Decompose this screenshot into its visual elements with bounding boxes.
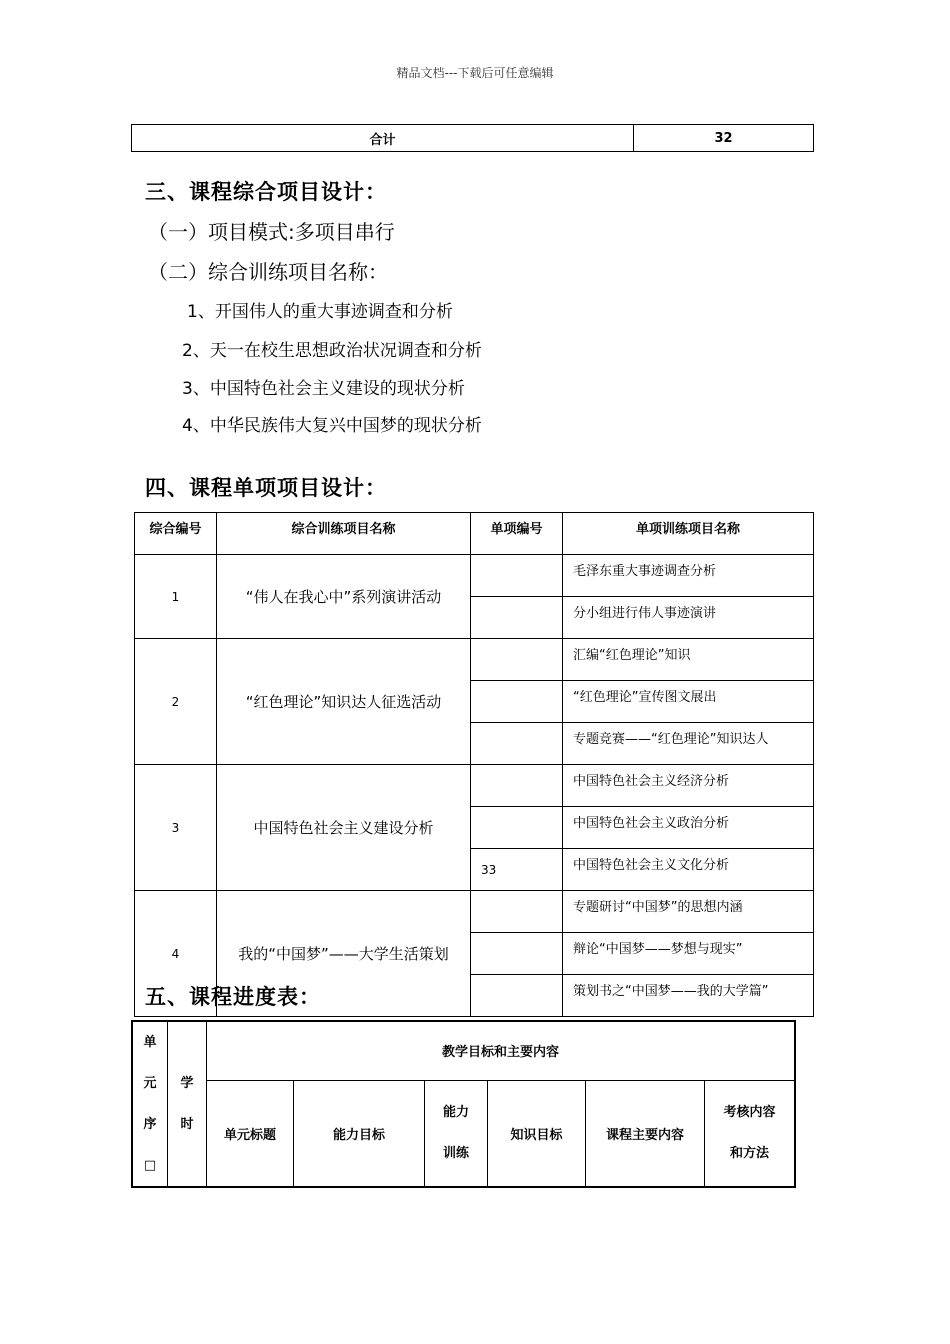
sub-name: “红色理论”宣传图文展出 [563, 681, 814, 723]
group-num: 2 [135, 639, 217, 765]
project-names-title: （二）综合训练项目名称： [148, 260, 388, 284]
col-hours: 学时 [168, 1021, 207, 1187]
group-name: 中国特色社会主义建设分析 [217, 765, 471, 891]
group-name: 我的“中国梦”——大学生活策划 [217, 891, 471, 1017]
group-num: 3 [135, 765, 217, 891]
sub-code [471, 807, 563, 849]
group-num: 4 [135, 891, 217, 1017]
sub-name: 策划书之“中国梦——我的大学篇” [563, 975, 814, 1017]
sub-name: 专题研讨“中国梦”的思想内涵 [563, 891, 814, 933]
project-mode: （一）项目模式:多项目串行 [148, 220, 395, 244]
group-header: 教学目标和主要内容 [207, 1021, 796, 1080]
total-value: 32 [634, 125, 814, 152]
col-header: 单项编号 [471, 513, 563, 555]
col-unit-seq: 单元序□ [132, 1021, 168, 1187]
project-item-2: 2、天一在校生思想政治状况调查和分析 [182, 341, 482, 361]
sub-name: 分小组进行伟人事迹演讲 [563, 597, 814, 639]
page-header: 精品文档---下载后可任意编辑 [396, 66, 554, 80]
table-row [135, 765, 814, 807]
table-row [135, 639, 814, 681]
sub-header: 知识目标 [488, 1080, 586, 1187]
sub-name: 中国特色社会主义经济分析 [563, 765, 814, 807]
sub-header: 单元标题 [207, 1080, 294, 1187]
table-row [135, 555, 814, 597]
sub-code: 33 [471, 849, 563, 891]
sub-code [471, 891, 563, 933]
schedule-table [131, 1020, 796, 1188]
sub-name: 汇编“红色理论”知识 [563, 639, 814, 681]
col-header: 综合编号 [135, 513, 217, 555]
sub-name: 毛泽东重大事迹调查分析 [563, 555, 814, 597]
sub-name: 专题竞赛——“红色理论”知识达人 [563, 723, 814, 765]
section4-title: 四、课程单项项目设计： [145, 476, 387, 500]
total-table [131, 124, 814, 152]
col-header: 单项训练项目名称 [563, 513, 814, 555]
group-name: “红色理论”知识达人征选活动 [217, 639, 471, 765]
sub-name: 中国特色社会主义政治分析 [563, 807, 814, 849]
sub-code [471, 975, 563, 1017]
sub-code [471, 723, 563, 765]
table-row [135, 891, 814, 933]
project-item-4: 4、中华民族伟大复兴中国梦的现状分析 [182, 416, 482, 436]
group-name: “伟人在我心中”系列演讲活动 [217, 555, 471, 639]
sub-code [471, 597, 563, 639]
total-label: 合计 [132, 125, 634, 152]
col-header: 综合训练项目名称 [217, 513, 471, 555]
sub-code [471, 933, 563, 975]
section5-title: 五、课程进度表： [145, 985, 321, 1009]
sub-code [471, 765, 563, 807]
sub-header: 能力目标 [294, 1080, 425, 1187]
sub-header: 考核内容和方法 [705, 1080, 796, 1187]
group-num: 1 [135, 555, 217, 639]
section3-title: 三、课程综合项目设计： [145, 180, 387, 204]
sub-name: 辩论“中国梦——梦想与现实” [563, 933, 814, 975]
sub-code [471, 555, 563, 597]
sub-code [471, 639, 563, 681]
sub-header: 课程主要内容 [586, 1080, 705, 1187]
sub-header: 能力训练 [425, 1080, 488, 1187]
sub-code [471, 681, 563, 723]
project-item-3: 3、中国特色社会主义建设的现状分析 [182, 379, 465, 399]
project-item-1: 1、开国伟人的重大事迹调查和分析 [187, 302, 453, 322]
sub-name: 中国特色社会主义文化分析 [563, 849, 814, 891]
single-project-table [134, 512, 814, 1017]
